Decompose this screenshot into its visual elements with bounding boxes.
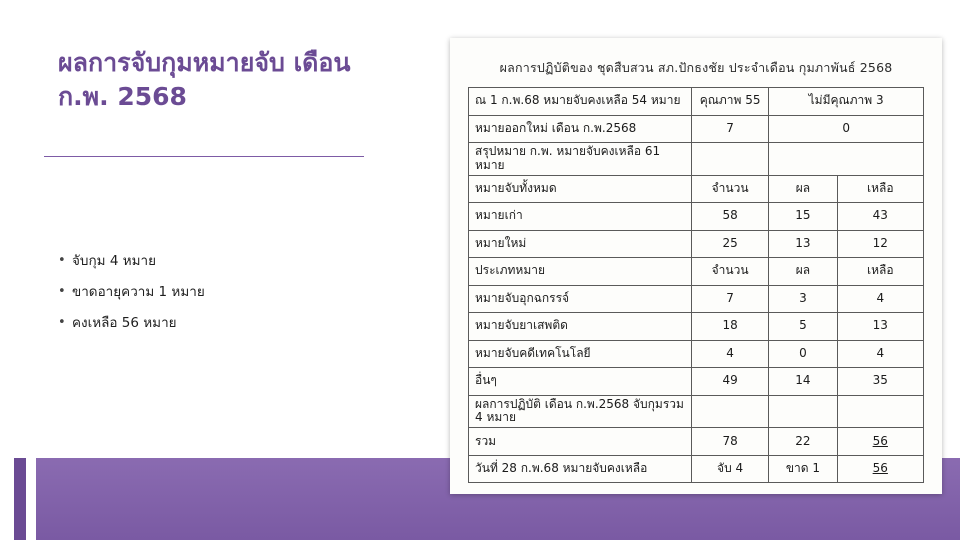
table-cell — [837, 395, 923, 428]
table-cell: หมายจับยาเสพติด — [469, 313, 692, 341]
title-divider — [44, 156, 364, 157]
table-cell: รวม — [469, 428, 692, 456]
table-row — [469, 395, 924, 428]
table-cell-underlined-value: 56 — [872, 433, 888, 448]
table-cell — [691, 395, 768, 428]
bullet-icon: • — [58, 253, 66, 268]
report-table — [468, 87, 924, 483]
table-cell: ไม่มีคุณภาพ 3 — [769, 88, 924, 116]
table-row — [469, 88, 924, 116]
table-cell: 18 — [691, 313, 768, 341]
table-cell-underlined-value: 56 — [872, 461, 888, 476]
table-cell: คุณภาพ 55 — [691, 88, 768, 116]
list-item — [56, 314, 386, 332]
table-cell: 3 — [769, 285, 837, 313]
bottom-accent-bar — [14, 458, 26, 540]
document-title: ผลการปฏิบัติของ ชุดสืบสวน สภ.ปักธงชัย ประจำเดือน กุมภาพันธ์ 2568 — [499, 60, 893, 75]
list-item — [56, 252, 386, 270]
table-cell: 22 — [769, 428, 837, 456]
table-row — [469, 143, 924, 176]
table-cell: เหลือ — [837, 175, 923, 203]
table-cell: 35 — [837, 368, 923, 396]
list-item-label: จับกุม 4 หมาย — [72, 253, 157, 269]
list-item — [56, 283, 386, 301]
table-row — [469, 428, 924, 456]
table-cell: ประเภทหมาย — [469, 258, 692, 286]
table-cell — [837, 428, 923, 456]
table-cell: 13 — [837, 313, 923, 341]
document-image-card — [450, 38, 942, 494]
table-cell: 49 — [691, 368, 768, 396]
table-cell: 25 — [691, 230, 768, 258]
table-row — [469, 258, 924, 286]
table-cell: สรุปหมาย ก.พ. หมายจับคงเหลือ 61 หมาย — [469, 143, 692, 176]
table-cell: หมายเก่า — [469, 203, 692, 231]
table-cell: 0 — [769, 115, 924, 143]
table-cell: 14 — [769, 368, 837, 396]
table-cell: 7 — [691, 115, 768, 143]
table-row — [469, 175, 924, 203]
table-cell: 43 — [837, 203, 923, 231]
table-cell: ผล — [769, 175, 837, 203]
table-row — [469, 340, 924, 368]
table-cell: หมายจับอุกฉกรรจ์ — [469, 285, 692, 313]
table-row — [469, 230, 924, 258]
document-content — [468, 52, 924, 478]
table-row — [469, 203, 924, 231]
table-cell: จับ 4 — [691, 455, 768, 483]
table-cell — [837, 455, 923, 483]
table-cell: หมายใหม่ — [469, 230, 692, 258]
table-cell: จำนวน — [691, 175, 768, 203]
table-cell: อื่นๆ — [469, 368, 692, 396]
table-cell — [769, 395, 837, 428]
table-cell: หมายจับทั้งหมด — [469, 175, 692, 203]
table-row — [469, 455, 924, 483]
table-cell: 13 — [769, 230, 837, 258]
table-cell: 15 — [769, 203, 837, 231]
table-cell: 5 — [769, 313, 837, 341]
table-cell: เหลือ — [837, 258, 923, 286]
table-cell: 12 — [837, 230, 923, 258]
table-cell: 4 — [837, 285, 923, 313]
table-cell: หมายจับคดีเทคโนโลยี — [469, 340, 692, 368]
table-cell: ณ 1 ก.พ.68 หมายจับคงเหลือ 54 หมาย — [469, 88, 692, 116]
table-row — [469, 115, 924, 143]
table-cell: 58 — [691, 203, 768, 231]
table-row — [469, 285, 924, 313]
table-cell: วันที่ 28 ก.พ.68 หมายจับคงเหลือ — [469, 455, 692, 483]
table-cell — [691, 143, 768, 176]
table-cell — [769, 143, 924, 176]
table-row — [469, 313, 924, 341]
table-cell: หมายออกใหม่ เดือน ก.พ.2568 — [469, 115, 692, 143]
bullet-icon: • — [58, 315, 66, 330]
list-item-label: ขาดอายุความ 1 หมาย — [72, 284, 205, 300]
table-cell: 78 — [691, 428, 768, 456]
bullet-list — [56, 252, 386, 345]
table-cell: ผล — [769, 258, 837, 286]
table-cell: 4 — [837, 340, 923, 368]
table-cell: ผลการปฏิบัติ เดือน ก.พ.2568 จับกุมรวม 4 หมาย — [469, 395, 692, 428]
table-cell: 4 — [691, 340, 768, 368]
table-row — [469, 368, 924, 396]
table-cell: 0 — [769, 340, 837, 368]
table-cell: จำนวน — [691, 258, 768, 286]
table-cell: ขาด 1 — [769, 455, 837, 483]
list-item-label: คงเหลือ 56 หมาย — [72, 315, 177, 331]
bullet-icon: • — [58, 284, 66, 299]
table-cell: 7 — [691, 285, 768, 313]
page-title: ผลการจับกุมหมายจับ เดือน ก.พ. 2568 — [58, 48, 351, 111]
